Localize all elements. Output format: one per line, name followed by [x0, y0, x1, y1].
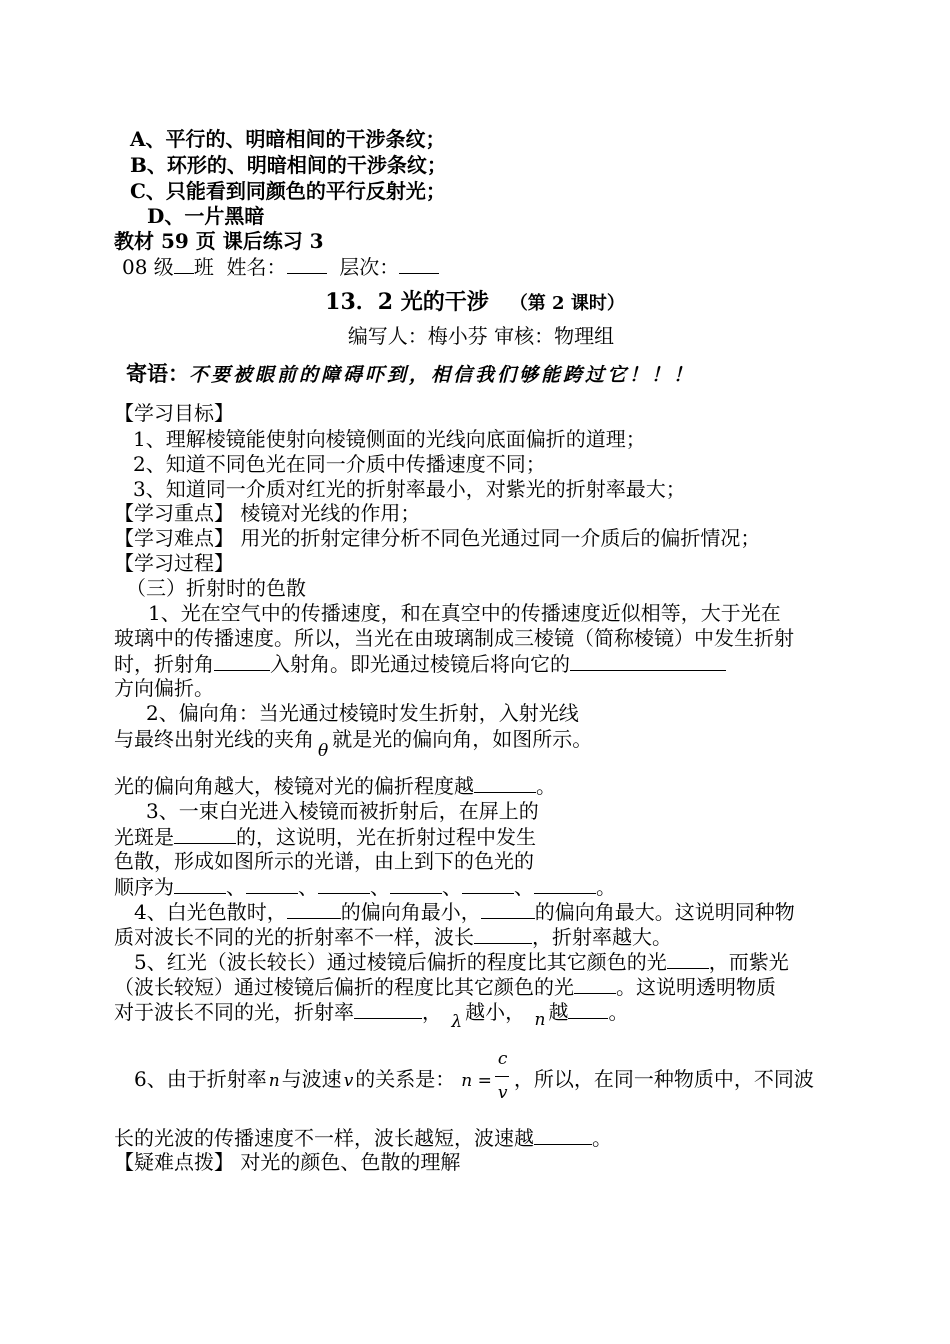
- difficulty: [114, 525, 760, 551]
- q6-text: ，所以，在同一种物质中，不同波: [513, 1067, 814, 1091]
- q2-line3: [114, 772, 556, 799]
- q2-text: 就是光的偏向角，如图所示。: [332, 727, 593, 751]
- q1-line3: [114, 650, 726, 677]
- answer-blank: [574, 973, 616, 994]
- answer-blank: [390, 873, 442, 894]
- separator: 、: [226, 875, 246, 899]
- q2-text: 与最终出射光线的夹角: [114, 727, 314, 751]
- objective-item: 2、知道不同色光在同一介质中传播速度不同；: [133, 452, 546, 476]
- q6-text: 6、由于折射率: [134, 1067, 267, 1091]
- tips-text: 对光的颜色、色散的理解: [240, 1150, 461, 1174]
- key-point-heading: 【学习重点】: [114, 501, 234, 525]
- q2-text: 光的偏向角越大，棱镜对光的偏折程度越: [114, 774, 474, 798]
- n-symbol: n: [268, 1071, 280, 1091]
- separator: 、: [370, 875, 390, 899]
- name-label: 姓名：: [226, 255, 287, 279]
- author-line: 编写人：梅小芬 审核：物理组: [347, 324, 615, 348]
- motto-text: 不要被眼前的障碍吓到，相信我们够能跨过它！！！: [189, 364, 696, 386]
- answer-blank: [481, 898, 535, 919]
- q3-text: 光斑是: [114, 825, 174, 849]
- separator: 、: [514, 875, 534, 899]
- answer-blank: [318, 873, 370, 894]
- formula-lhs: n =: [461, 1071, 492, 1091]
- theta-symbol: θ: [318, 741, 329, 761]
- answer-blank: [246, 873, 298, 894]
- formula-numerator: c: [497, 1048, 508, 1069]
- q5-line1: [134, 948, 789, 975]
- q2-line1: 2、偏向角：当光通过棱镜时发生折射，入射光线: [146, 701, 579, 725]
- q5-text: 。这说明透明物质: [616, 975, 776, 999]
- section-heading: （三）折射时的色散: [126, 576, 306, 600]
- answer-blank: [354, 998, 422, 1019]
- v-symbol: v: [343, 1071, 354, 1091]
- q4-text: 的偏向角最大。这说明同种物: [534, 900, 795, 924]
- class-label: 班: [193, 255, 214, 279]
- option-d: D、一片黑暗: [147, 204, 265, 228]
- q6-line1: [134, 1048, 814, 1103]
- tips-heading: 【疑难点拨】: [114, 1150, 234, 1174]
- q6-text: 与波速: [281, 1067, 342, 1091]
- q5-text: 越小，: [465, 1000, 526, 1024]
- separator: 、: [298, 875, 318, 899]
- q5-text: 越: [548, 1000, 569, 1024]
- process-heading: 【学习过程】: [114, 551, 234, 575]
- q6-text: 的关系是：: [355, 1067, 456, 1091]
- q2-text: 。: [536, 774, 556, 798]
- q5-text: ，: [422, 1000, 442, 1024]
- title-main: 13．2 光的干涉: [325, 289, 489, 315]
- answer-blank: [474, 923, 532, 944]
- level-blank: [399, 253, 439, 274]
- objective-item: 1、理解棱镜能使射向棱镜侧面的光线向底面偏折的道理；: [133, 427, 646, 451]
- name-blank: [287, 253, 327, 274]
- answer-blank: [174, 823, 236, 844]
- motto-label: 寄语：: [126, 361, 189, 386]
- grade-label: 08 级: [122, 255, 174, 279]
- difficulty-text: 用光的折射定律分析不同色光通过同一介质后的偏折情况；: [240, 526, 761, 550]
- answer-blank: [474, 772, 536, 793]
- answer-blank: [214, 650, 270, 671]
- q2-line2: [114, 726, 593, 761]
- q1-line4: 方向偏折。: [114, 676, 214, 700]
- q4-text: 4、白光色散时，: [134, 900, 287, 924]
- answer-blank: [570, 650, 726, 671]
- separator: 、: [442, 875, 462, 899]
- option-a: A、平行的、明暗相间的干涉条纹；: [130, 127, 446, 151]
- difficulty-heading: 【学习难点】: [114, 526, 234, 550]
- q6-line2: [114, 1124, 612, 1151]
- q5-text: 。: [608, 1000, 629, 1024]
- q4-text: ，折射率越大。: [532, 925, 672, 949]
- q1-line1: 1、光在空气中的传播速度，和在真空中的传播速度近似相等，大于光在: [148, 601, 781, 625]
- q5-text: 对于波长不同的光，折射率: [114, 1000, 354, 1024]
- fraction-bar: [495, 1076, 509, 1077]
- objectives-heading: 【学习目标】: [114, 401, 234, 425]
- q6-text: 长的光波的传播速度不一样，波长越短，波速越: [114, 1126, 534, 1150]
- formula-denominator: v: [497, 1082, 508, 1103]
- q6-text: 。: [592, 1126, 612, 1150]
- level-label: 层次：: [339, 255, 400, 279]
- objective-item: 3、知道同一介质对红光的折射率最小，对紫光的折射率最大；: [133, 477, 686, 501]
- tips: [114, 1149, 460, 1175]
- q1-line2: 玻璃中的传播速度。所以，当光在由玻璃制成三棱镜（简称棱镜）中发生折射: [114, 626, 794, 650]
- answer-blank: [534, 873, 596, 894]
- option-c: C、只能看到同颜色的平行反射光；: [130, 179, 446, 203]
- page-title: [0, 287, 950, 319]
- motto: [126, 358, 695, 388]
- answer-blank: [534, 1124, 592, 1145]
- q3-line1: 3、一束白光进入棱镜而被折射后，在屏上的: [146, 799, 539, 823]
- q4-line1: [134, 898, 795, 925]
- key-point: [114, 500, 420, 526]
- formula-fraction: [492, 1048, 514, 1103]
- n-symbol: n: [534, 1010, 546, 1030]
- answer-blank: [568, 998, 608, 1019]
- q5-line3: [114, 998, 629, 1032]
- q3-line4: [114, 873, 616, 900]
- q5-line2: [114, 973, 776, 1000]
- q1-text: 入射角。即光通过棱镜后将向它的: [270, 652, 570, 676]
- answer-blank: [462, 873, 514, 894]
- student-info-line: [122, 253, 439, 280]
- option-b: B、环形的、明暗相间的干涉条纹；: [130, 153, 447, 177]
- q3-line3: 色散，形成如图所示的光谱，由上到下的色光的: [114, 849, 534, 873]
- q4-line2: [114, 923, 672, 950]
- answer-blank: [174, 873, 226, 894]
- q3-line2: [114, 823, 536, 850]
- answer-blank: [667, 948, 709, 969]
- q3-text: 的，这说明，光在折射过程中发生: [236, 825, 536, 849]
- q3-text: 顺序为: [114, 875, 174, 899]
- q5-text: ，而紫光: [708, 950, 789, 974]
- class-blank: [174, 253, 194, 274]
- answer-blank: [287, 898, 341, 919]
- key-point-text: 棱镜对光线的作用；: [240, 501, 421, 525]
- q5-text: （波长较短）通过棱镜后偏折的程度比其它颜色的光: [114, 975, 574, 999]
- lambda-symbol: λ: [451, 1012, 463, 1032]
- q1-text: 时，折射角: [114, 652, 214, 676]
- q4-text: 质对波长不同的光的折射率不一样，波长: [114, 925, 474, 949]
- textbook-reference: 教材 59 页 课后练习 3: [114, 229, 324, 253]
- q4-text: 的偏向角最小，: [340, 900, 481, 924]
- title-sub: （第 2 课时）: [509, 293, 625, 314]
- q5-text: 5、红光（波长较长）通过棱镜后偏折的程度比其它颜色的光: [134, 950, 667, 974]
- separator: 。: [596, 875, 616, 899]
